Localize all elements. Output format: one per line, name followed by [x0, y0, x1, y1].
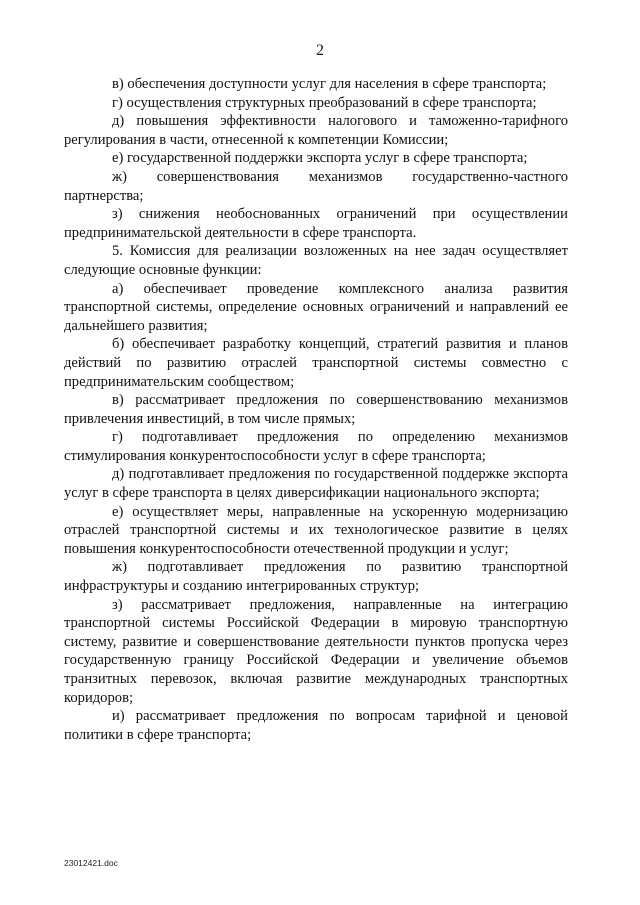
footer-filename: 23012421.doc: [64, 858, 118, 868]
list-item-e-export-support: е) государственной поддержки экспорта услуг в сфере транспорта;: [112, 150, 528, 167]
list-item-zh-public-private-partnership: ж) совершенствования механизмов государственно-частного партнерства;: [64, 168, 568, 204]
function-item-g-competitiveness: г) подготавливает предложения по определению механизмов стимулирования конкурентоспособности услуг в сфере транспорта;: [64, 429, 568, 464]
page-number: 2: [316, 42, 324, 59]
section-5-intro: 5. Комиссия для реализации возложенных на нее задач осуществляет следующие основные функции:: [64, 243, 568, 278]
list-item-d-tax-regulation: д) повышения эффективности налогового и таможенно-тарифного регулирования в части, отнесенной к компетенции Комиссии;: [64, 113, 568, 148]
function-item-i-tariff-policy: и) рассматривает предложения по вопросам тарифной и ценовой политики в сфере транспорта;: [64, 708, 568, 743]
function-item-z-integration: з) рассматривает предложения, направленные на интеграцию транспортной системы Российской Федерации в мировую транспортную систему, развитие и совершенствование деятельности пунктов пропуска через государственную границу Российской Федерации и увеличение объемов транзитных перевозок, включая развитие международных транспортных коридоров;: [64, 596, 568, 706]
list-item-v-transport-access: в) обеспечения доступности услуг для населения в сфере транспорта;: [112, 76, 547, 92]
function-item-v-investments: в) рассматривает предложения по совершенствованию механизмов привлечения инвестиций, в том числе прямых;: [64, 392, 568, 427]
function-item-e-modernization: е) осуществляет меры, направленные на ускоренную модернизацию отраслей транспортной системы и их технологическое развитие в целях повышения конкурентоспособности отечественной продукции и услуг;: [64, 503, 568, 557]
function-item-zh-infrastructure: ж) подготавливает предложения по развитию транспортной инфраструктуры и созданию интегрированных структур;: [64, 559, 568, 595]
function-item-b-strategies: б) обеспечивает разработку концепций, стратегий развития и планов действий по развитию отраслей транспортной системы совместно с предпринимательским сообществом;: [64, 336, 568, 390]
document-body: [64, 75, 568, 744]
function-item-a-analysis: а) обеспечивает проведение комплексного анализа развития транспортной системы, определение основных ограничений и направлений ее дальнейшего развития;: [64, 280, 568, 334]
list-item-g-structural-reforms: г) осуществления структурных преобразований в сфере транспорта;: [112, 94, 537, 111]
list-item-z-reduce-restrictions: з) снижения необоснованных ограничений при осуществлении предпринимательской деятельности в сфере транспорта.: [64, 206, 568, 241]
function-item-d-export-support: д) подготавливает предложения по государственной поддержке экспорта услуг в сфере транспорта в целях диверсификации национального экспорта;: [64, 466, 568, 502]
